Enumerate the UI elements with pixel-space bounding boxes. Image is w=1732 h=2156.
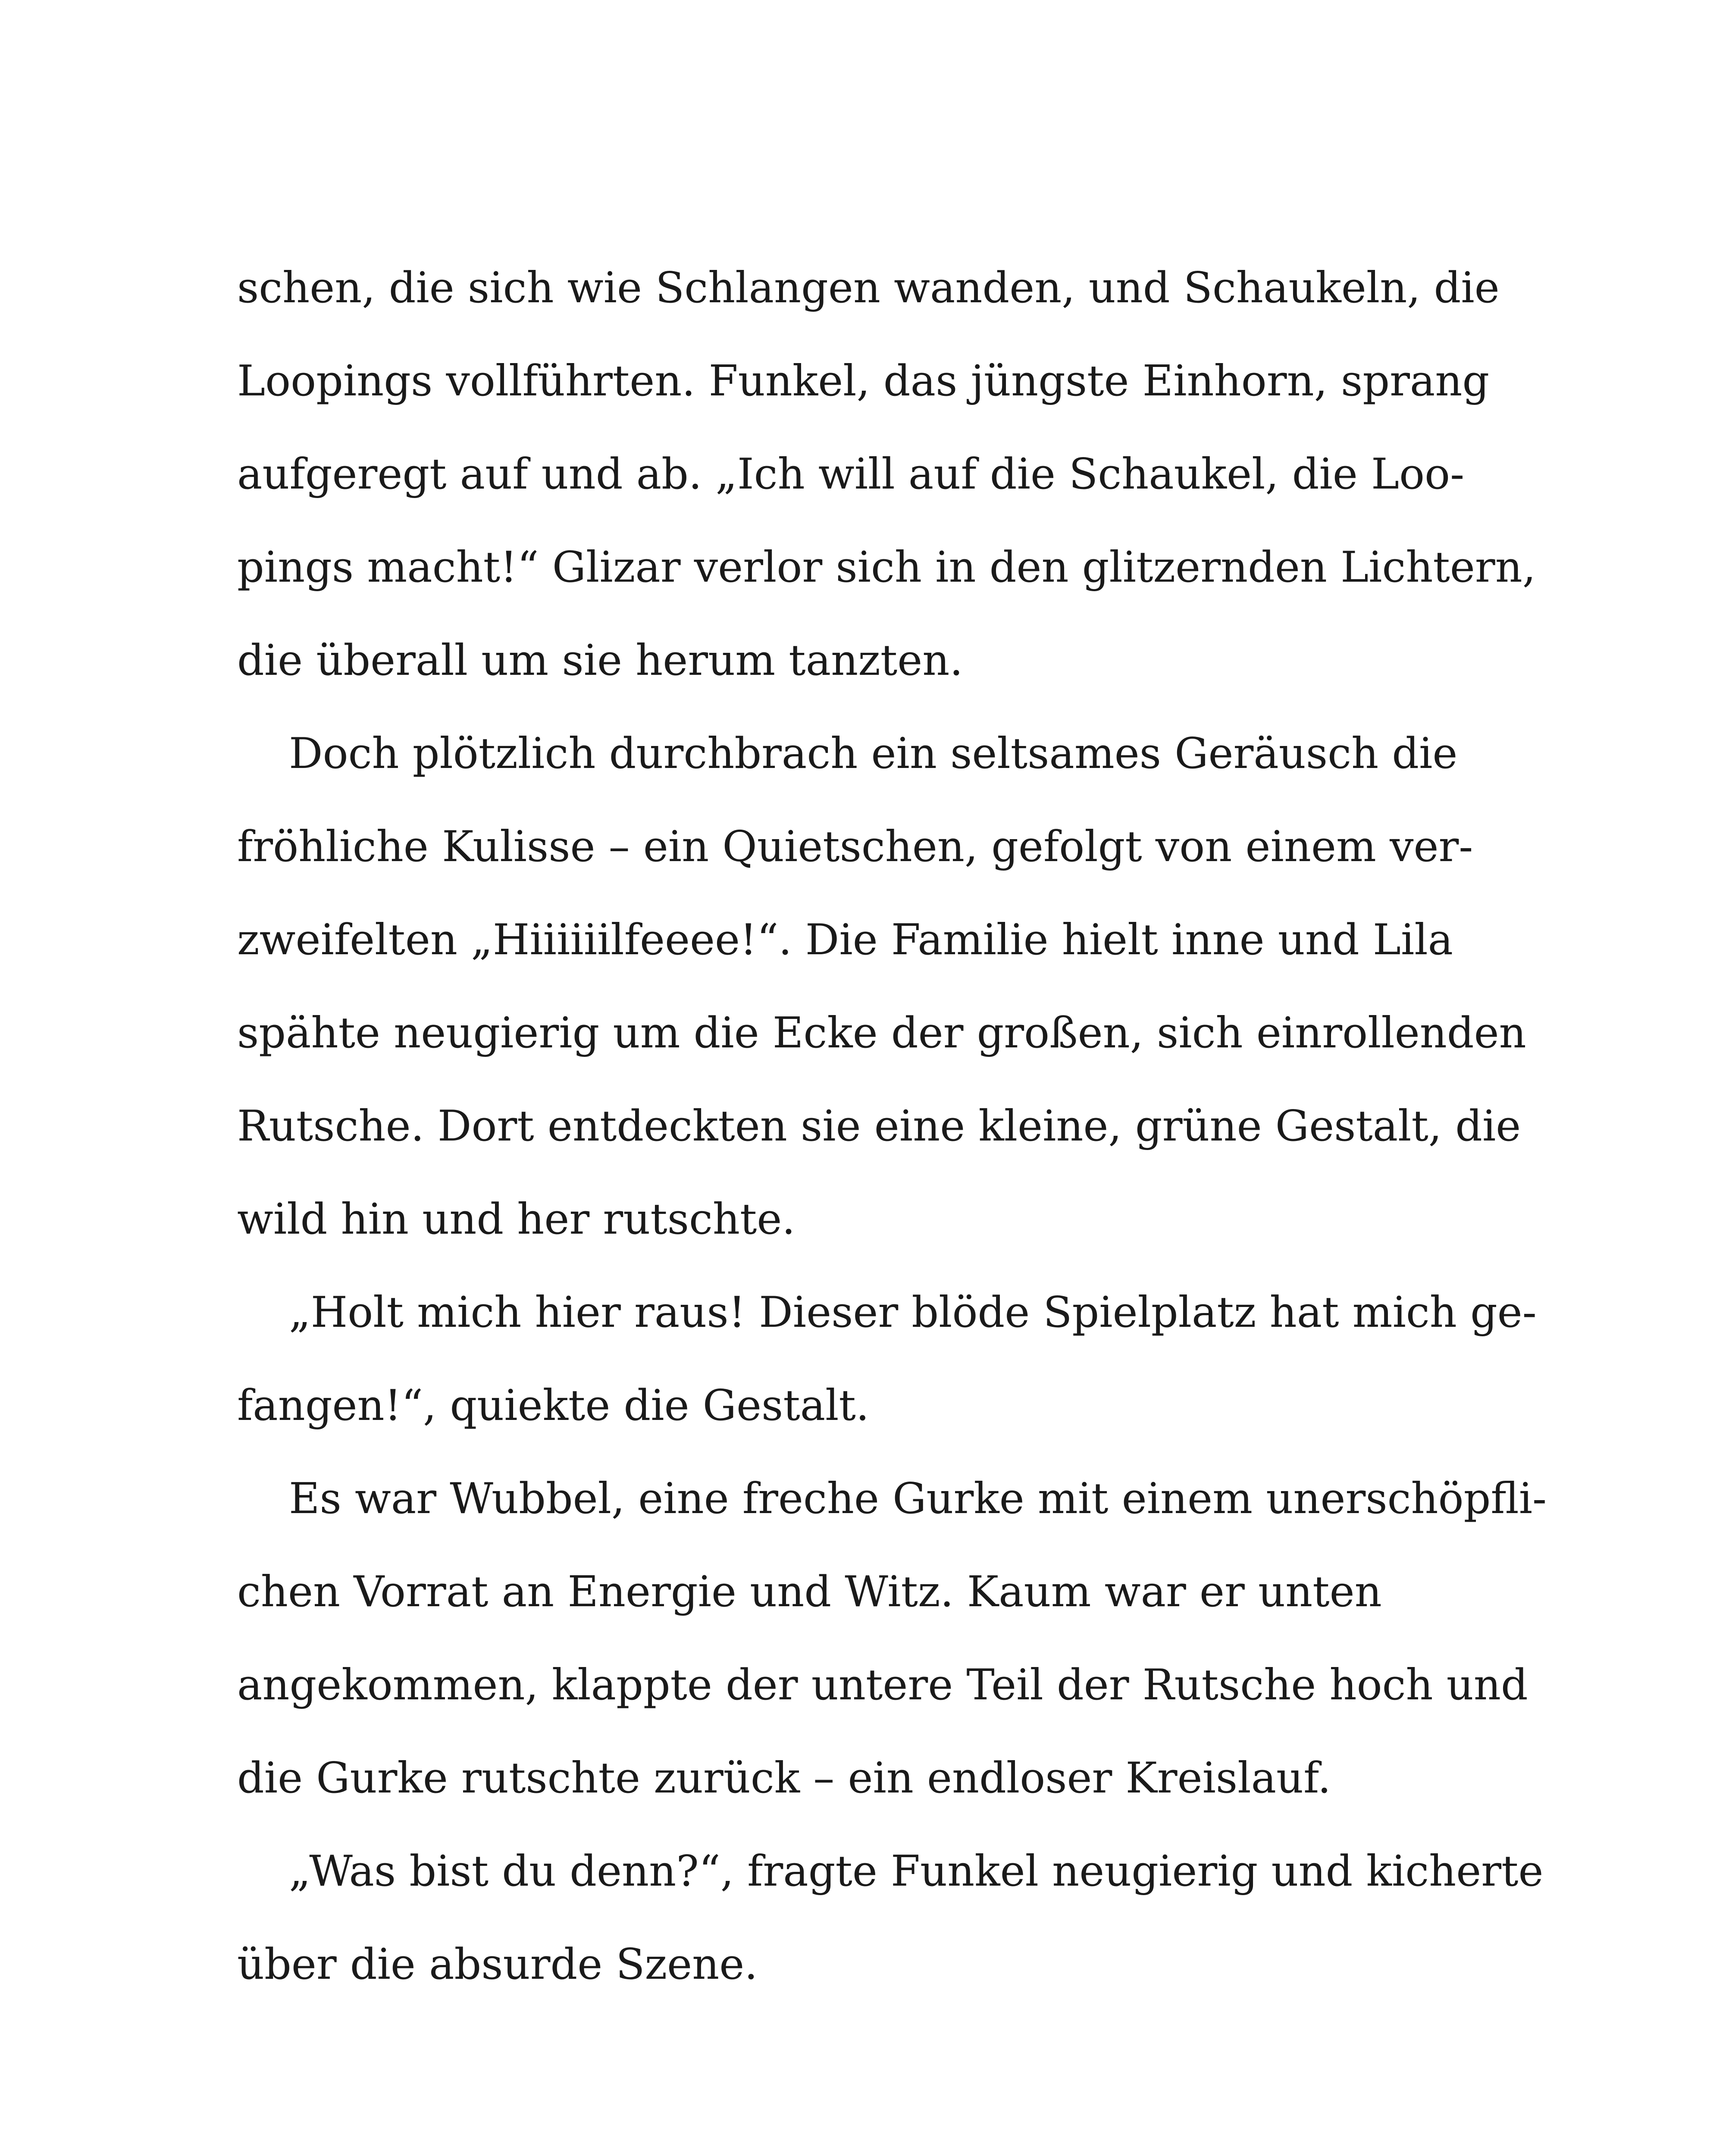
text-line: spähte neugierig um die Ecke der großen, sich einrollenden — [237, 1009, 1526, 1058]
text-line: „Was bist du denn?“, fragte Funkel neugierig und kicherte — [289, 1847, 1544, 1896]
text-line: wild hin und her rutschte. — [237, 1195, 796, 1244]
text-line: Loopings vollführten. Funkel, das jüngste Einhorn, sprang — [237, 357, 1490, 406]
text-line: über die absurde Szene. — [237, 1940, 758, 1989]
text-line: fangen!“, quiekte die Gestalt. — [237, 1381, 870, 1430]
text-line: zweifelten „Hiiiiiilfeeee!“. Die Familie hielt inne und Lila — [237, 915, 1453, 965]
text-line: Es war Wubbel, eine freche Gurke mit einem unerschöpfli- — [289, 1474, 1547, 1523]
text-line: Doch plötzlich durchbrach ein seltsames Geräusch die — [289, 729, 1458, 778]
text-line: die Gurke rutschte zurück – ein endloser Kreislauf. — [237, 1754, 1331, 1803]
text-line: Rutsche. Dort entdeckten sie eine kleine, grüne Gestalt, die — [237, 1102, 1521, 1151]
text-line: chen Vorrat an Energie und Witz. Kaum war er unten — [237, 1567, 1382, 1617]
text-line: schen, die sich wie Schlangen wanden, und Schaukeln, die — [237, 263, 1500, 313]
body-text — [237, 241, 1547, 2011]
text-line: pings macht!“ Glizar verlor sich in den glitzernden Lichtern, — [237, 543, 1536, 592]
text-line: aufgeregt auf und ab. „Ich will auf die Schaukel, die Loo- — [237, 450, 1465, 499]
text-line: „Holt mich hier raus! Dieser blöde Spielplatz hat mich ge- — [289, 1288, 1537, 1337]
text-line: fröhliche Kulisse – ein Quietschen, gefolgt von einem ver- — [237, 822, 1473, 871]
text-line: angekommen, klappte der untere Teil der Rutsche hoch und — [237, 1661, 1528, 1710]
text-line: die überall um sie herum tanzten. — [237, 636, 963, 685]
